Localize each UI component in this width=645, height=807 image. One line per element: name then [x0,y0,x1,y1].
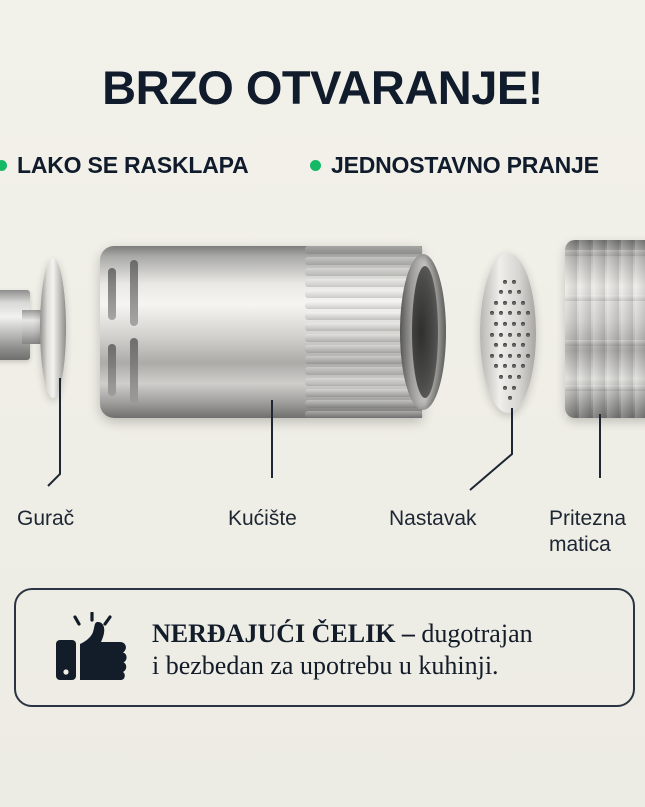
disc-hole [503,301,507,305]
lock-nut-ridge [579,240,591,418]
part-labels [0,498,645,568]
disc-hole [503,386,507,390]
lock-nut-ridge [635,240,645,418]
disc-hole [508,354,512,358]
disc-hole [499,290,503,294]
lock-nut-ridge [607,240,619,418]
disc-hole [490,311,494,315]
disc-hole [517,290,521,294]
housing-thread [305,257,423,265]
housing-thread [305,411,423,418]
disc-hole [512,322,516,326]
disc-hole [526,333,530,337]
housing-slot [130,338,138,404]
disc-hole [490,354,494,358]
feature-bullet-1-label: LAKO SE RASKLAPA [17,152,249,178]
disc-hole [526,311,530,315]
bullet-dot-icon [310,160,321,171]
housing-thread [305,268,423,276]
disc-hole [503,280,507,284]
lock-nut-ridge [621,240,633,418]
bullet-dot-icon [0,160,7,171]
feature-bullet-2 [310,152,599,179]
lock-nut-body [565,240,645,418]
disc-hole [517,333,521,337]
disc-hole [508,396,512,400]
disc-hole [508,333,512,337]
lock-nut-flute [565,250,645,256]
disc-hole [494,364,498,368]
disc-hole [508,311,512,315]
material-callout-rest: dugotrajan [414,619,533,648]
housing-body [100,246,422,418]
disc-hole [503,322,507,326]
part-pusher-disc [40,258,66,398]
part-lock-nut [565,240,645,418]
housing-thread [305,400,423,408]
part-label-disc: Nastavak [389,507,477,530]
housing-thread [305,389,423,397]
disc-hole [521,364,525,368]
disc-hole [499,375,503,379]
disc-hole [512,343,516,347]
disc-hole [512,386,516,390]
part-label-lock-nut: Pritezna matica [549,507,627,556]
thumbs-up-icon [52,612,130,684]
disc-hole [494,343,498,347]
material-callout-text [152,618,622,682]
material-callout-strong: NERĐAJUĆI ČELIK – [152,619,415,648]
disc-hole [521,322,525,326]
housing-thread [305,246,423,254]
disc-hole [508,375,512,379]
feature-bullet-1 [0,152,249,179]
disc-hole [508,290,512,294]
lock-nut-flute [565,295,645,301]
disc-hole [503,364,507,368]
disc-hole [512,280,516,284]
disc-hole [503,343,507,347]
lock-nut-flute [565,340,645,346]
housing-slot [130,260,138,326]
part-perforated-disc [480,253,536,413]
disc-hole [490,333,494,337]
part-label-pusher: Gurač [17,507,75,530]
lock-nut-ridge [565,240,577,418]
feature-bullet-2-label: JEDNOSTAVNO PRANJE [331,152,599,178]
part-label-housing: Kućište [228,507,297,530]
disc-hole [499,354,503,358]
page-title: BRZO OTVARANJE! [102,61,543,114]
disc-hole [526,354,530,358]
disc-hole [512,364,516,368]
disc-hole [499,333,503,337]
disc-hole [521,343,525,347]
lock-nut-flute [565,385,645,391]
product-exploded-view [0,228,645,458]
part-housing [100,246,445,418]
housing-slot [108,268,116,320]
lock-nut-ridge [593,240,605,418]
disc-hole [517,375,521,379]
feature-bullets [0,152,645,186]
disc-hole [517,354,521,358]
material-callout-line2: i bezbedan za upotrebu u kuhinji. [152,651,499,680]
disc-hole [512,301,516,305]
housing-slot [108,344,116,396]
disc-hole [494,322,498,326]
disc-hole [517,311,521,315]
housing-mouth-opening [412,266,438,398]
disc-hole [521,301,525,305]
disc-hole [494,301,498,305]
disc-hole [499,311,503,315]
